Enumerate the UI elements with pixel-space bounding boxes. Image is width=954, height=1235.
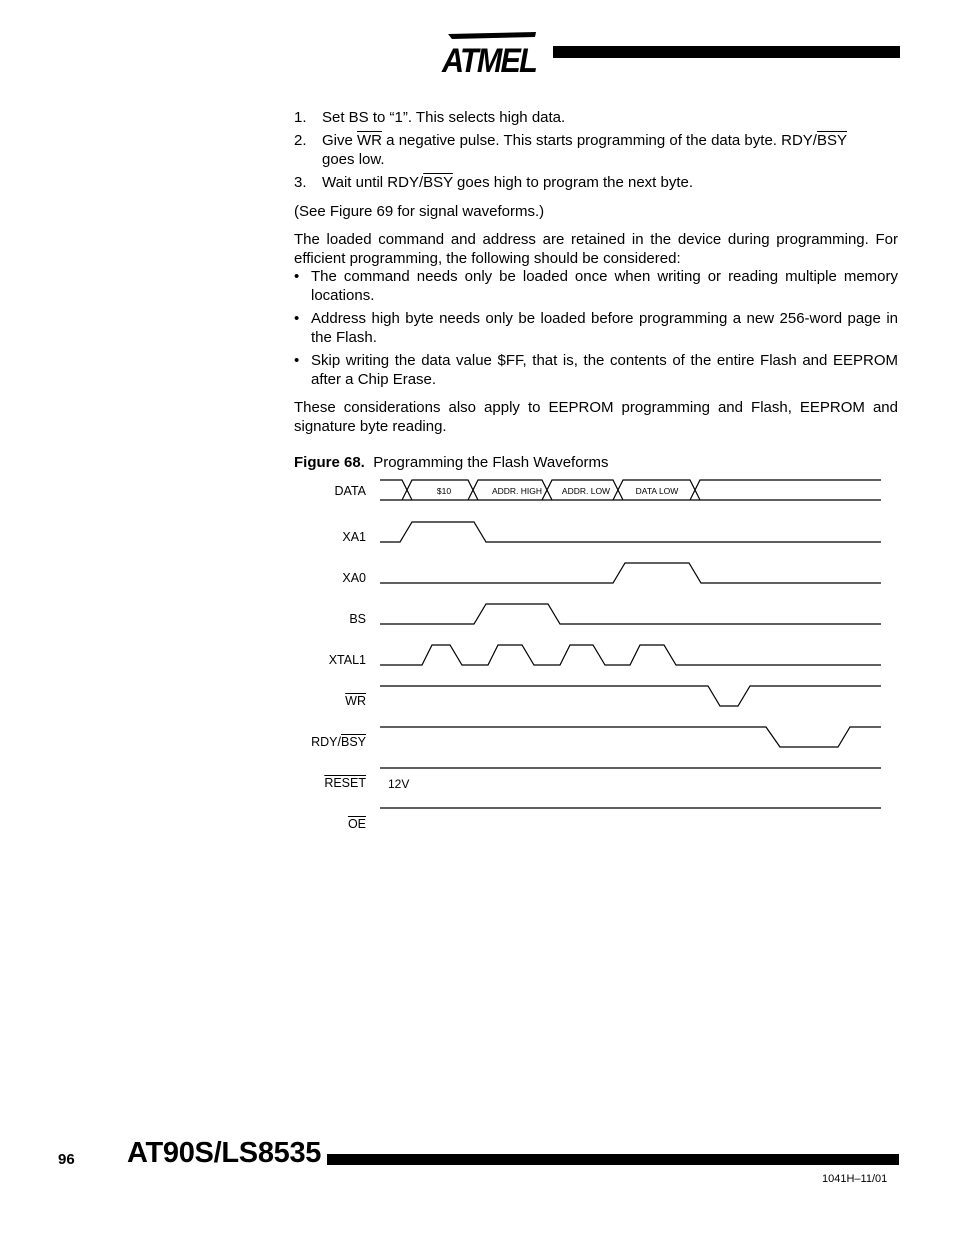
signal-label-oe: $\overline{OE}$ bbox=[347, 817, 366, 831]
bullet-mark: • bbox=[294, 268, 300, 285]
bullet-item: Skip writing the data value $FF, that is, the contents of the entire Flash and EEPROM after a Chip Erase. bbox=[311, 352, 898, 388]
header-rule bbox=[553, 46, 900, 58]
document-code: 1041H–11/01 bbox=[822, 1173, 888, 1185]
signal-label-rdy-bsy: RDY/$\overline{BSY}$ bbox=[311, 735, 366, 749]
waveform-diagram bbox=[370, 474, 886, 814]
intro-paragraph: The loaded command and address are retained in the device during programming. For efficient programming, the following should be considered: bbox=[294, 231, 898, 267]
data-value-label: DATA LOW bbox=[635, 486, 679, 496]
step-3: 3. Wait until RDY/$\overline{BSY}$ goes high to program the next byte. bbox=[294, 174, 694, 191]
signal-label-xa1: XA1 bbox=[342, 530, 366, 544]
bullet-item: The command needs only be loaded once when writing or reading multiple memory locations. bbox=[311, 268, 898, 304]
atmel-logo bbox=[438, 28, 542, 78]
xtal1-waveform bbox=[380, 645, 881, 665]
signal-label-xa0: XA0 bbox=[342, 571, 366, 585]
rdy-bsy-waveform bbox=[380, 727, 881, 747]
footer-rule bbox=[327, 1154, 899, 1165]
signal-label-bs: BS bbox=[349, 612, 366, 626]
page-number: 96 bbox=[58, 1151, 75, 1168]
document-title: AT90S/LS8535 bbox=[127, 1137, 322, 1169]
bullet-mark: • bbox=[294, 352, 300, 369]
step-2-continued: goes low. bbox=[322, 151, 385, 168]
xa0-waveform bbox=[380, 563, 881, 583]
xa1-waveform bbox=[380, 522, 881, 542]
data-value-label: ADDR. HIGH bbox=[491, 486, 543, 496]
svg-text:ATMEL: ATMEL bbox=[441, 42, 537, 78]
wr-waveform bbox=[380, 686, 881, 706]
see-figure-note: (See Figure 69 for signal waveforms.) bbox=[294, 203, 545, 220]
step-1: 1. Set BS to “1”. This selects high data. bbox=[294, 109, 566, 126]
bullet-mark: • bbox=[294, 310, 300, 327]
bs-waveform bbox=[380, 604, 881, 624]
data-value-label: ADDR. LOW bbox=[561, 486, 611, 496]
closing-paragraph: These considerations also apply to EEPROM programming and Flash, EEPROM and signature byte reading. bbox=[294, 399, 898, 435]
data-bus-waveform bbox=[380, 480, 881, 500]
signal-label-data: DATA bbox=[334, 484, 366, 498]
figure-caption: Figure 68. Programming the Flash Waveforms bbox=[294, 454, 609, 471]
reset-voltage-label: 12V bbox=[388, 777, 410, 791]
step-2: 2. Give $\overline{WR}$ a negative pulse. This starts programming of the data byte. RDY/$\overline{BSY}$ bbox=[294, 132, 847, 149]
signal-label-reset: RESET bbox=[324, 776, 366, 790]
bullet-item: Address high byte needs only be loaded before programming a new 256-word page in the Flash. bbox=[311, 310, 898, 346]
data-value-label: $10 bbox=[436, 486, 452, 496]
signal-label-wr: $\overline{WR}$ bbox=[345, 694, 366, 708]
signal-label-xtal1: XTAL1 bbox=[328, 653, 366, 667]
